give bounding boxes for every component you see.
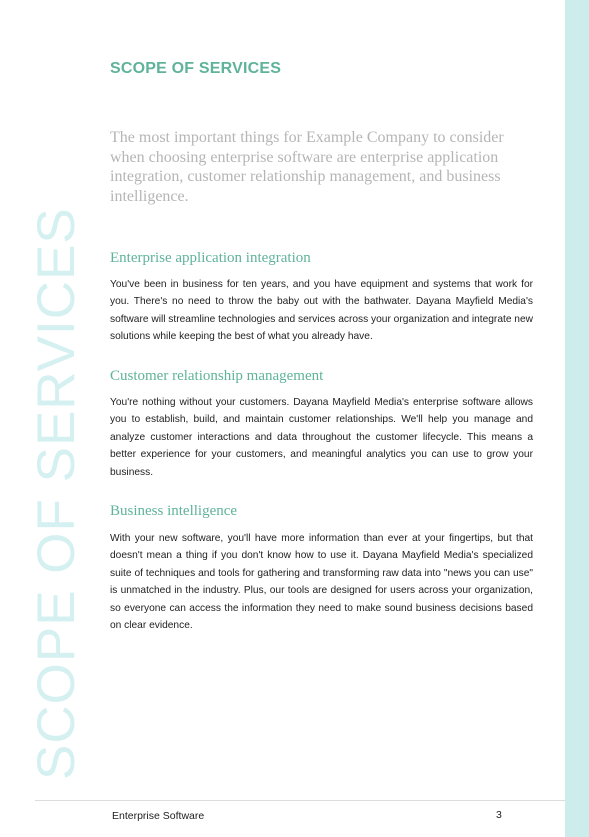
- section-body-crm: You're nothing without your customers. Dayana Mayfield Media's enterprise software allows you to establish, build, and maintain customer relationships. We'll help you manage and analyze customer interactions and data throughout the customer lifecycle. This means a better experience for your customers, and meaningful analytics you can use to grow your business.: [110, 397, 533, 478]
- intro-paragraph: The most important things for Example Company to consider when choosing enterprise software are enterprise application integration, customer relationship management, and business intelligence.: [110, 129, 504, 205]
- section-body-business-intelligence: With your new software, you'll have more information than ever at your fingertips, but that doesn't mean a thing if you don't know how to use it. Dayana Mayfield Media's specialized suite of techniques and tools for gathering and transforming raw data into "news you can use" is unmatched in the industry. Plus, our tools are designed for users across your organization, so everyone can access the information they need to make sound business decisions based on clear evidence.: [110, 533, 533, 632]
- footer-divider: [35, 800, 565, 801]
- page-number: 3: [496, 809, 502, 821]
- section-title-crm: Customer relationship management: [110, 368, 324, 384]
- footer-title: Enterprise Software: [112, 810, 205, 822]
- section-body-enterprise-integration: You've been in business for ten years, and you have equipment and systems that work for you. There's no need to throw the baby out with the bathwater. Dayana Mayfield Media's software will streamline technologies and services across your organization and integrate new solutions while keeping the best of what you already have.: [110, 279, 534, 343]
- side-watermark: SCOPE OF SERVICES: [27, 207, 86, 780]
- page-heading: SCOPE OF SERVICES: [110, 60, 282, 77]
- section-title-business-intelligence: Business intelligence: [110, 503, 238, 519]
- section-title-enterprise-integration: Enterprise application integration: [110, 250, 311, 266]
- right-accent-bar: [565, 0, 589, 837]
